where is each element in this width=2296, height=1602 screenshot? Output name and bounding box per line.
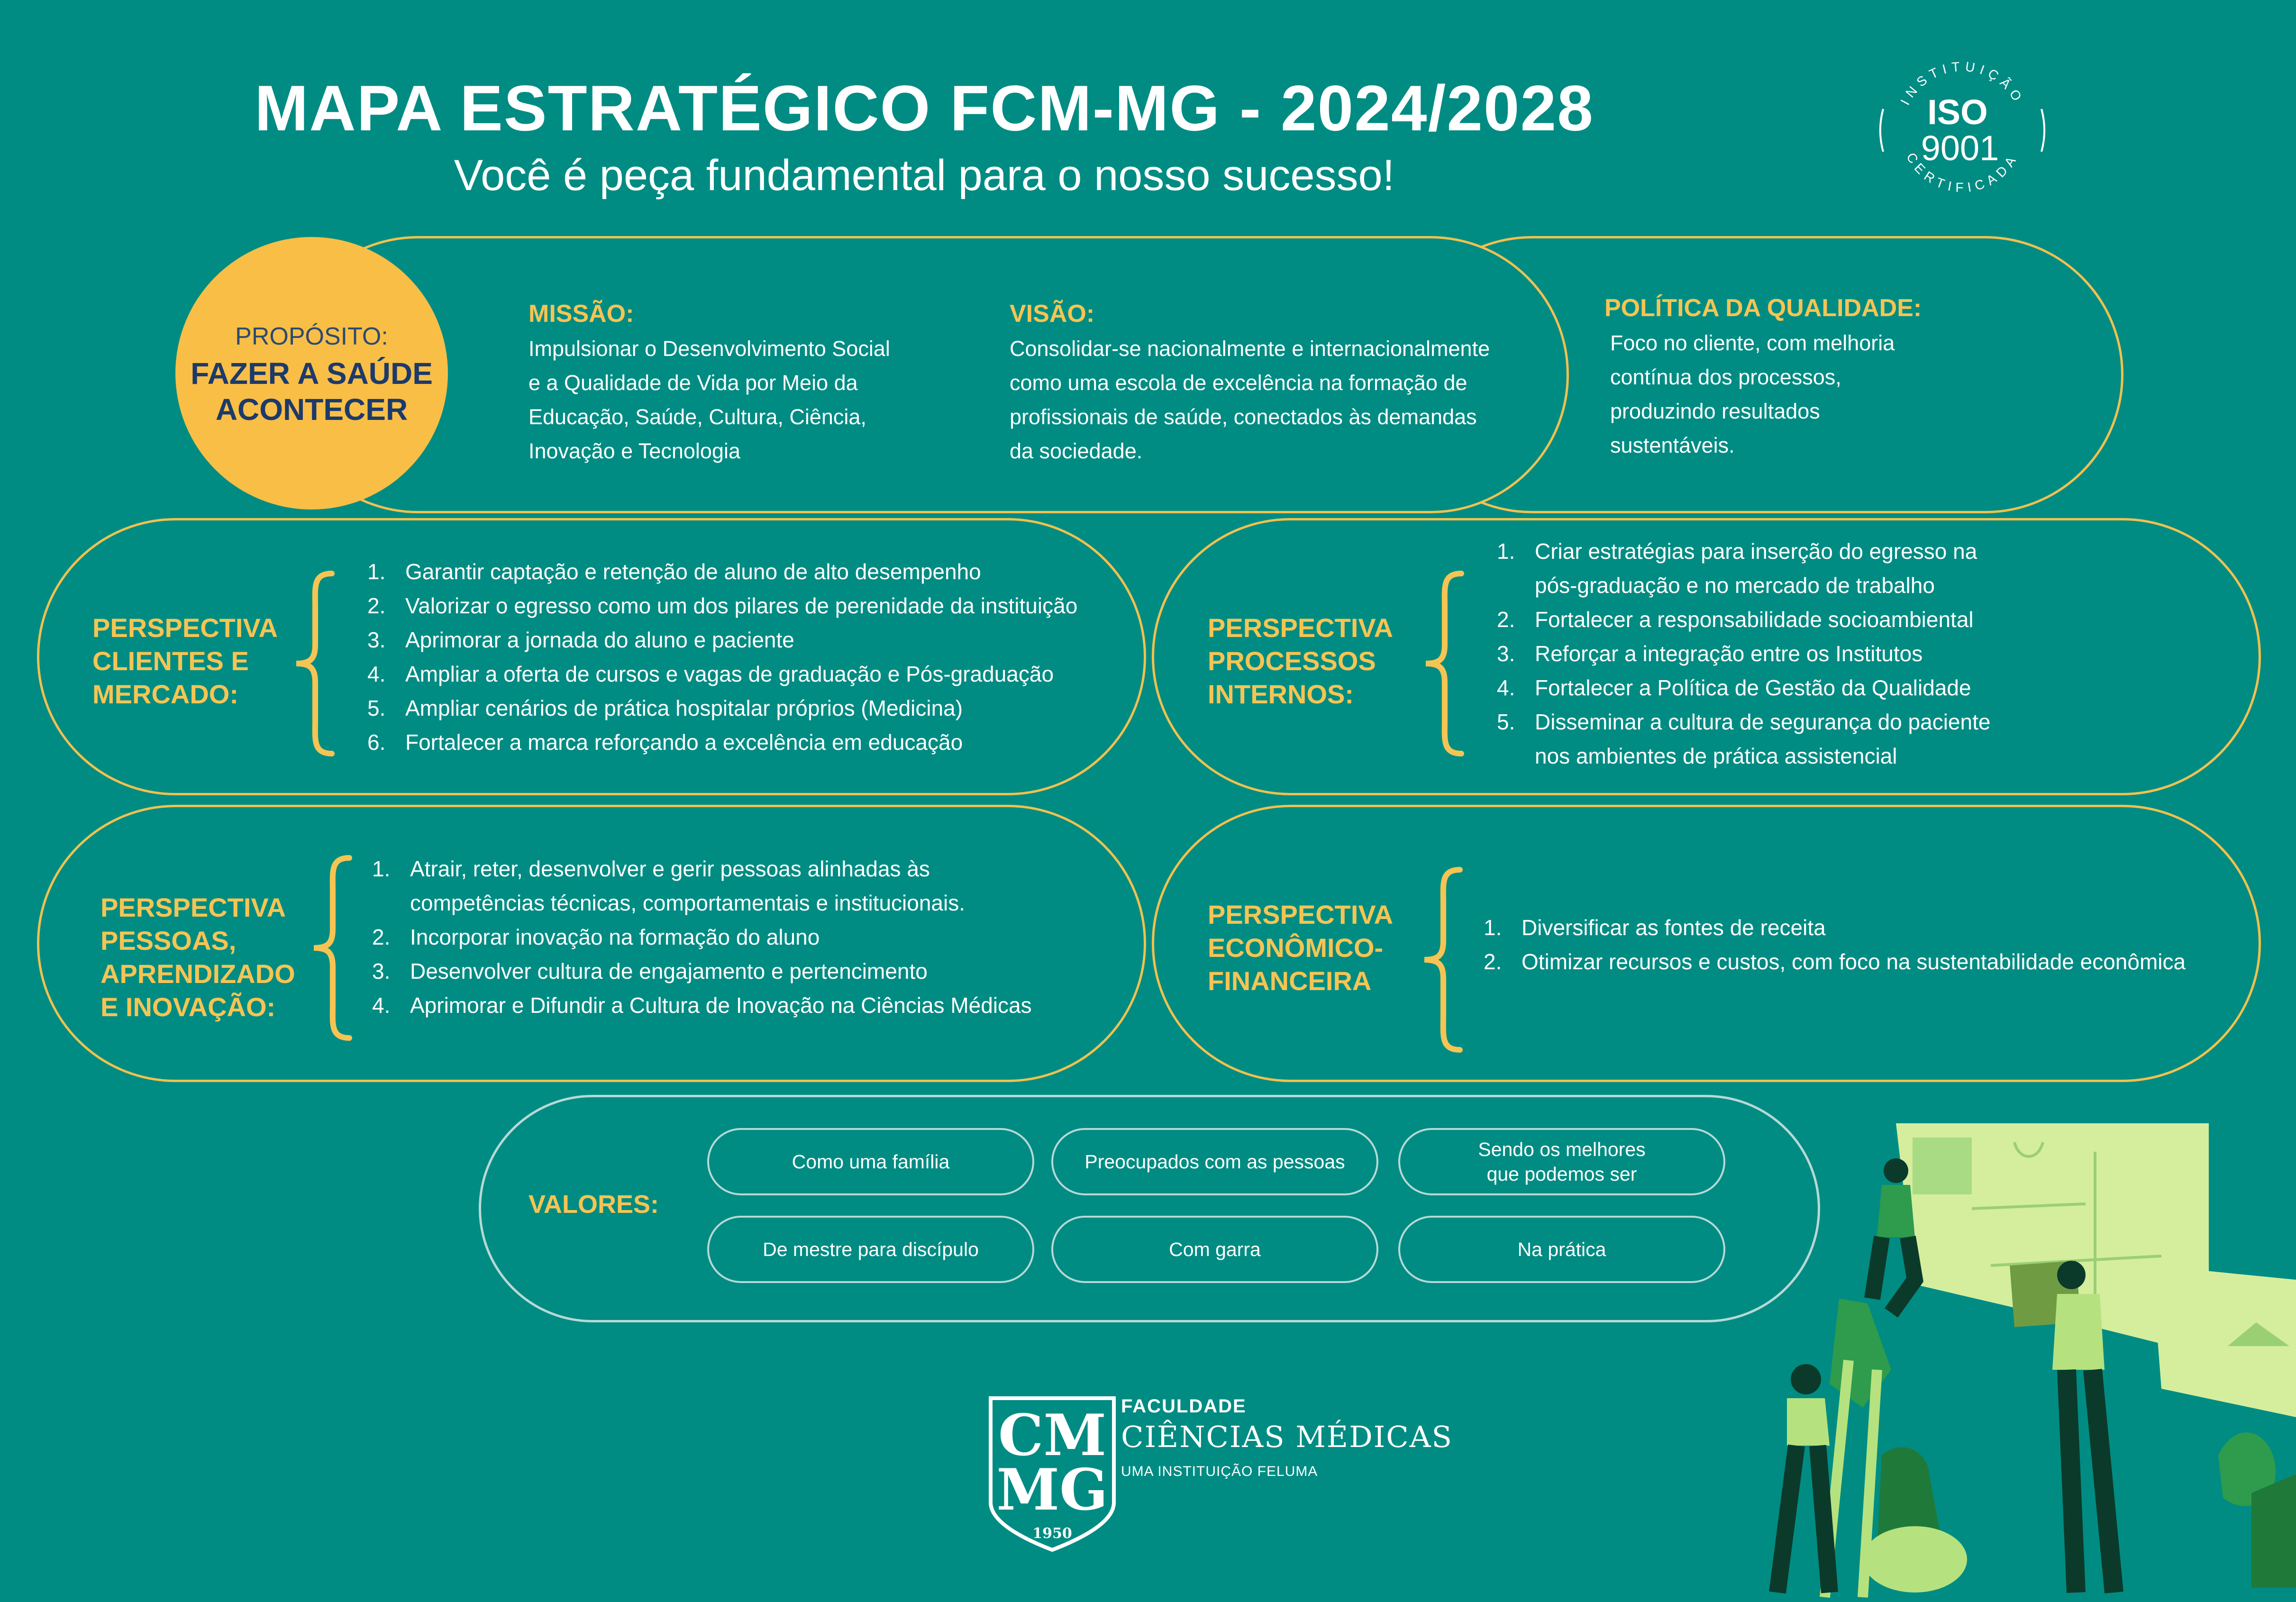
item-number: 4. (372, 993, 391, 1018)
perspective-label-line: E INOVAÇÃO: (100, 992, 276, 1022)
brace-icon (1420, 865, 1467, 1055)
mission-line: e a Qualidade de Vida por Meio da (528, 371, 858, 395)
vision-title: VISÃO: (1010, 300, 1095, 328)
item-number: 4. (367, 662, 386, 686)
perspective-label-line: APRENDIZADO (100, 959, 295, 989)
perspective-label-line: ECONÔMICO- (1208, 933, 1384, 963)
value-text: De mestre para discípulo (763, 1238, 979, 1260)
svg-text:CM: CM (998, 1402, 1107, 1469)
person-legs (1777, 1446, 1830, 1593)
item-number: 1. (367, 559, 386, 584)
person-head (1884, 1158, 1908, 1183)
perspective-label-line: FINANCEIRA (1208, 966, 1372, 996)
list-item (372, 954, 1032, 988)
perspective-finance-label (1208, 898, 1393, 998)
puzzle-piece (1830, 1299, 1891, 1408)
puzzle-team-illustration (1706, 1123, 2296, 1602)
item-text: Desenvolver cultura de engajamento e pertencimento (410, 959, 928, 983)
item-text: Incorporar inovação na formação do aluno (410, 925, 820, 949)
leaf-icon (2251, 1474, 2296, 1588)
list-item (372, 988, 1032, 1022)
quality-policy-title: POLÍTICA DA QUALIDADE: (1604, 294, 1922, 322)
perspective-label-line: MERCADO: (92, 679, 238, 709)
badge-top-text: INSTITUIÇÃO (1897, 59, 2027, 108)
item-text: Otimizar recursos e custos, com foco na sustentabilidade econômica (1522, 949, 2186, 974)
mission-section (528, 300, 890, 468)
item-text: Fortalecer a marca reforçando a excelência em educação (405, 730, 963, 755)
list-item (367, 657, 1077, 691)
mission-line: Educação, Saúde, Cultura, Ciência, (528, 405, 866, 429)
perspective-label-line: CLIENTES E (92, 646, 249, 676)
iso-9001-badge (1875, 43, 2050, 218)
item-number: 4. (1497, 675, 1515, 700)
list-item (372, 920, 1032, 954)
perspective-clients-label (92, 611, 278, 711)
list-item (1497, 534, 1990, 602)
logo-faculdade-text: FACULDADE (1121, 1396, 1247, 1417)
value-text: Na prática (1517, 1238, 1606, 1260)
item-text: competências técnicas, comportamentais e institucionais. (410, 891, 966, 915)
logo-year: 1950 (1032, 1525, 1072, 1542)
item-number: 2. (367, 593, 386, 618)
item-number: 1. (372, 856, 391, 881)
item-number: 5. (1497, 710, 1515, 734)
quality-policy-line: produzindo resultados (1610, 399, 1820, 423)
item-text: Ampliar cenários de prática hospitalar próprios (Medicina) (405, 696, 963, 720)
perspective-processes-label (1208, 611, 1393, 711)
list-item (1497, 602, 1990, 637)
value-pill (1051, 1128, 1378, 1195)
perspective-label-line: PERSPECTIVA (1208, 900, 1394, 929)
list-item (367, 589, 1077, 623)
vision-line: como uma escola de excelência na formação de (1010, 371, 1467, 395)
person-body (1787, 1398, 1830, 1446)
perspective-finance-list (1484, 910, 2186, 979)
perspective-processes-list (1497, 534, 1990, 773)
value-text: Como uma família (792, 1151, 950, 1173)
list-item (1497, 637, 1990, 671)
item-text: Garantir captação e retenção de aluno de alto desempenho (405, 559, 981, 584)
item-text: Diversificar as fontes de receita (1522, 915, 1826, 940)
list-item (372, 852, 1032, 920)
item-number: 2. (1497, 607, 1515, 632)
brace-icon (1421, 569, 1468, 758)
value-pill (707, 1128, 1034, 1195)
value-pill (1398, 1128, 1725, 1195)
item-text: Fortalecer a responsabilidade socioambiental (1535, 607, 1974, 632)
item-text: Criar estratégias para inserção do egresso na (1535, 539, 1977, 564)
brace-icon (292, 569, 339, 758)
item-text: Atrair, reter, desenvolver e gerir pessoas alinhadas às (410, 856, 930, 881)
value-text: Com garra (1169, 1238, 1261, 1260)
item-number: 5. (367, 696, 386, 720)
item-number: 3. (372, 959, 391, 983)
perspective-label-line: PERSPECTIVA (100, 892, 286, 922)
perspective-label-line: INTERNOS: (1208, 679, 1354, 709)
purpose-line-2: ACONTECER (215, 392, 408, 427)
quality-policy-section (1604, 294, 1922, 463)
person-head (1791, 1364, 1821, 1394)
item-text: nos ambientes de prática assistencial (1535, 744, 1897, 768)
value-pill (1398, 1216, 1725, 1283)
item-text: Ampliar a oferta de cursos e vagas de graduação e Pós-graduação (405, 662, 1054, 686)
vision-line: Consolidar-se nacionalmente e internacionalmente (1010, 337, 1490, 361)
item-number: 1. (1484, 915, 1502, 940)
item-text: Disseminar a cultura de segurança do paciente (1535, 710, 1991, 734)
quality-policy-line: contínua dos processos, (1610, 365, 1841, 389)
mission-title: MISSÃO: (528, 300, 634, 328)
vision-section (1010, 300, 1490, 468)
person-crouching (1863, 1526, 1967, 1593)
quality-policy-line: sustentáveis. (1610, 433, 1735, 457)
person-legs (1872, 1237, 1915, 1313)
item-number: 6. (367, 730, 386, 755)
list-item (367, 691, 1077, 725)
perspective-label-line: PROCESSOS (1208, 646, 1376, 676)
perspective-label-line: PERSPECTIVA (1208, 613, 1394, 643)
value-text: que podemos ser (1486, 1163, 1637, 1185)
item-text: pós-graduação e no mercado de trabalho (1535, 573, 1935, 598)
item-number: 3. (367, 628, 386, 652)
perspective-clients-list (367, 555, 1077, 759)
fcm-shield-logo (986, 1393, 1119, 1555)
list-item (1497, 671, 1990, 705)
value-pill (707, 1216, 1034, 1283)
list-item (367, 623, 1077, 657)
item-text: Aprimorar a jornada do aluno e paciente (405, 628, 794, 652)
item-text: Valorizar o egresso como um dos pilares de perenidade da instituição (405, 593, 1078, 618)
purpose-label: PROPÓSITO: (235, 323, 388, 350)
svg-text:MG: MG (996, 1456, 1108, 1523)
mission-line: Inovação e Tecnologia (528, 439, 741, 463)
person-body (1877, 1185, 1915, 1237)
person-legs (2067, 1370, 2114, 1593)
badge-bottom-text: CERTIFICADA (1903, 150, 2021, 195)
badge-number-text: 9001 (1921, 128, 1999, 168)
item-number: 3. (1497, 641, 1515, 666)
badge-iso-text: ISO (1927, 92, 1988, 132)
vision-line: da sociedade. (1010, 439, 1143, 463)
quality-policy-line: Foco no cliente, com melhoria (1610, 331, 1895, 355)
list-item (1497, 705, 1990, 773)
item-text: Fortalecer a Política de Gestão da Qualidade (1535, 675, 1971, 700)
perspective-label-line: PESSOAS, (100, 926, 237, 956)
item-number: 1. (1497, 539, 1515, 564)
logo-tagline-text: UMA INSTITUIÇÃO FELUMA (1121, 1464, 1318, 1479)
mission-line: Impulsionar o Desenvolvimento Social (528, 337, 890, 361)
values-title: VALORES: (528, 1190, 659, 1219)
list-item (1484, 945, 2186, 979)
item-text: Reforçar a integração entre os Institutos (1535, 641, 1923, 666)
purpose-circle (175, 237, 448, 510)
list-item (367, 725, 1077, 759)
value-text: Preocupados com as pessoas (1084, 1151, 1345, 1173)
page-subtitle: Você é peça fundamental para o nosso sucesso! (454, 151, 1395, 200)
item-number: 2. (1484, 949, 1502, 974)
value-pill (1051, 1216, 1378, 1283)
page-title: MAPA ESTRATÉGICO FCM-MG - 2024/2028 (255, 72, 1594, 144)
item-number: 2. (372, 925, 391, 949)
person-head (2057, 1261, 2086, 1289)
list-item (1484, 910, 2186, 945)
puzzle-piece (1913, 1138, 1972, 1194)
person-body (2052, 1294, 2105, 1370)
list-item (367, 555, 1077, 589)
logo-name-text: CIÊNCIAS MÉDICAS (1121, 1420, 1453, 1454)
value-text: Sendo os melhores (1478, 1138, 1646, 1160)
brace-icon (309, 853, 356, 1043)
perspective-people-list (372, 852, 1032, 1022)
item-text: Aprimorar e Difundir a Cultura de Inovação na Ciências Médicas (410, 993, 1032, 1018)
purpose-line-1: FAZER A SAÚDE (191, 356, 433, 391)
perspective-label-line: PERSPECTIVA (92, 613, 278, 643)
vision-line: profissionais de saúde, conectados às demandas (1010, 405, 1477, 429)
perspective-people-label (100, 891, 295, 1024)
